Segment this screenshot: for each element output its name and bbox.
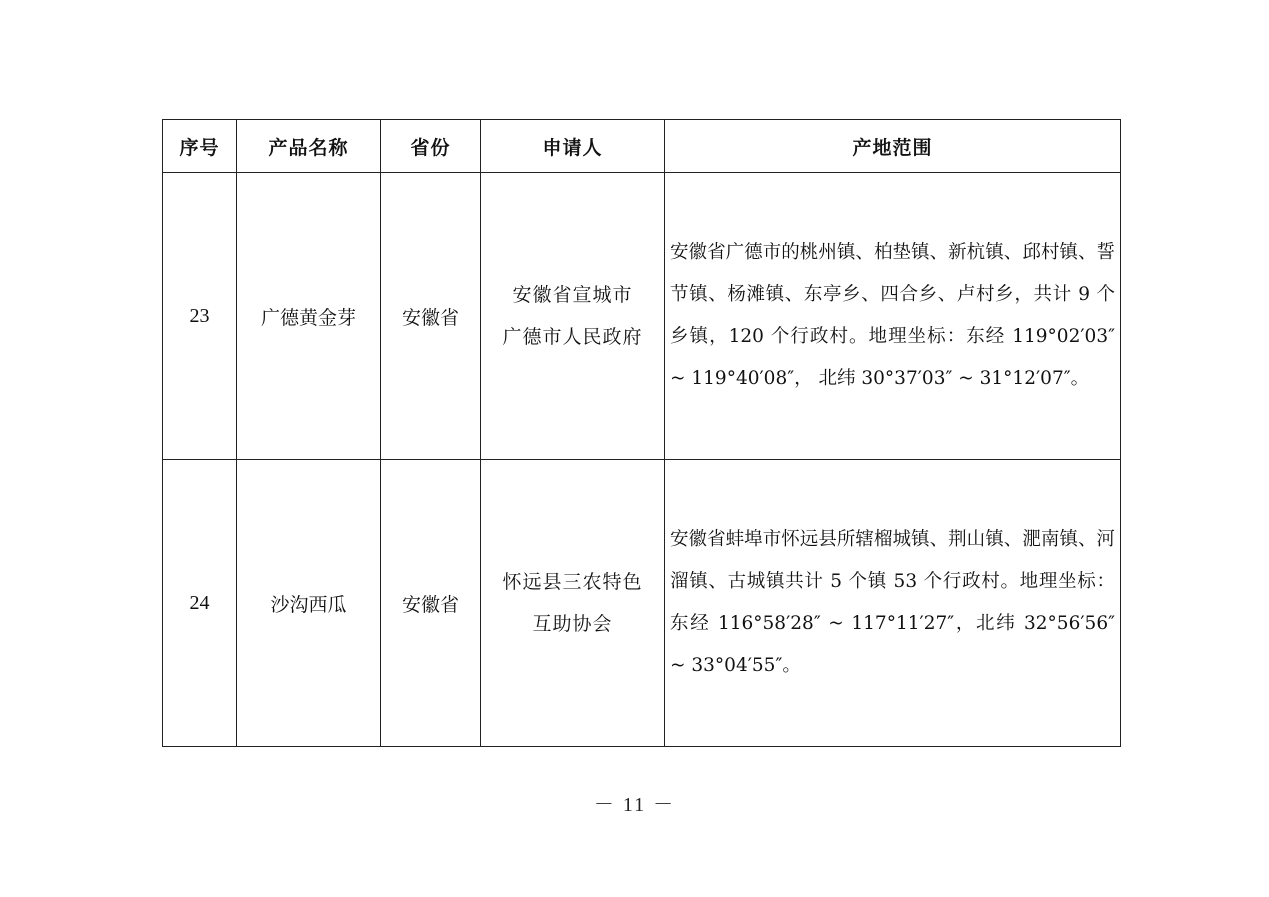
cell-production-scope: 安徽省蚌埠市怀远县所辖榴城镇、荆山镇、淝南镇、河溜镇、古城镇共计 5 个镇 53 个行政村。地理坐标：东经 116°58′28″ ~ 117°11′27″，北纬 32°56′56″ ~ 33°04′55″。 [665, 460, 1121, 747]
header-product-name: 产品名称 [237, 120, 381, 173]
applicant-line: 怀远县三农特色 [502, 571, 643, 593]
cell-product-name: 沙沟西瓜 [237, 460, 381, 747]
cell-province: 安徽省 [381, 460, 481, 747]
header-applicant: 申请人 [481, 120, 665, 173]
table-header-row [163, 120, 1121, 173]
cell-serial-number: 24 [163, 460, 237, 747]
cell-product-name: 广德黄金芽 [237, 173, 381, 460]
table-row [163, 460, 1121, 747]
page-number: － 11 － [593, 794, 676, 816]
table-row [163, 173, 1121, 460]
applicant-line: 安徽省宣城市 [512, 284, 633, 306]
header-province: 省份 [381, 120, 481, 173]
applicant-line: 互助协会 [532, 613, 613, 635]
cell-province: 安徽省 [381, 173, 481, 460]
header-serial-number: 序号 [163, 120, 237, 173]
applicant-line: 广德市人民政府 [502, 326, 643, 348]
header-production-scope: 产地范围 [665, 120, 1121, 173]
cell-serial-number: 23 [163, 173, 237, 460]
cell-production-scope: 安徽省广德市的桃州镇、柏垫镇、新杭镇、邱村镇、誓节镇、杨滩镇、东亭乡、四合乡、卢村乡，共计 9 个乡镇，120 个行政村。地理坐标：东经 119°02′03″ ~ 119°40′08″， 北纬 30°37′03″ ~ 31°12′07″。 [665, 173, 1121, 460]
cell-applicant [481, 460, 665, 747]
product-table [162, 119, 1121, 747]
cell-applicant [481, 173, 665, 460]
